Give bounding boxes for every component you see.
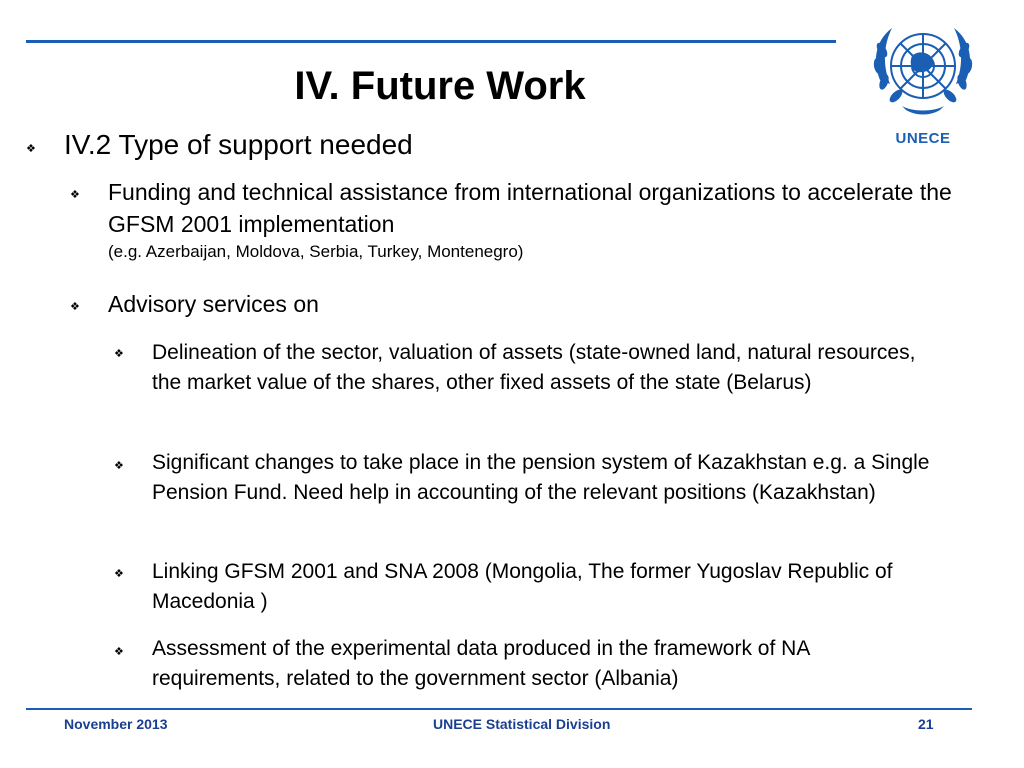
bullet-icon: ❖ bbox=[70, 301, 80, 313]
slide-title: IV. Future Work bbox=[294, 64, 586, 108]
sub-list-item: Assessment of the experimental data produced in the framework of NA requirements, related to the government sector (Albania) bbox=[152, 637, 810, 690]
list-item bbox=[108, 176, 958, 264]
bullet-icon: ❖ bbox=[26, 143, 36, 155]
sub-list-item: Significant changes to take place in the pension system of Kazakhstan e.g. a Single Pension Fund. Need help in accounting of the relevant positions (Kazakhstan) bbox=[152, 451, 930, 504]
bullet-icon: ❖ bbox=[114, 460, 124, 472]
list-item: Advisory services on bbox=[108, 291, 319, 317]
unece-logo bbox=[862, 20, 984, 152]
bullet-icon: ❖ bbox=[114, 646, 124, 658]
bullet-icon: ❖ bbox=[114, 348, 124, 360]
bullet-icon: ❖ bbox=[70, 189, 80, 201]
list-item-note: (e.g. Azerbaijan, Moldova, Serbia, Turkey, Montenegro) bbox=[108, 242, 524, 261]
bullet-icon: ❖ bbox=[114, 568, 124, 580]
list-item-text: Funding and technical assistance from international organizations to accelerate the GFSM 2001 implementation bbox=[108, 179, 952, 237]
sub-list-item: Linking GFSM 2001 and SNA 2008 (Mongolia, The former Yugoslav Republic of Macedonia ) bbox=[152, 560, 893, 613]
logo-label: UNECE bbox=[895, 130, 951, 147]
page-number: 21 bbox=[918, 716, 934, 732]
header-rule bbox=[26, 40, 836, 43]
sub-list-item: Delineation of the sector, valuation of assets (state-owned land, natural resources, the market value of the shares, other fixed assets of the state (Belarus) bbox=[152, 341, 916, 394]
un-emblem-icon bbox=[862, 20, 984, 128]
footer-rule bbox=[26, 708, 972, 710]
footer-division: UNECE Statistical Division bbox=[433, 716, 611, 732]
footer-date: November 2013 bbox=[64, 716, 168, 732]
section-heading: IV.2 Type of support needed bbox=[64, 129, 413, 160]
